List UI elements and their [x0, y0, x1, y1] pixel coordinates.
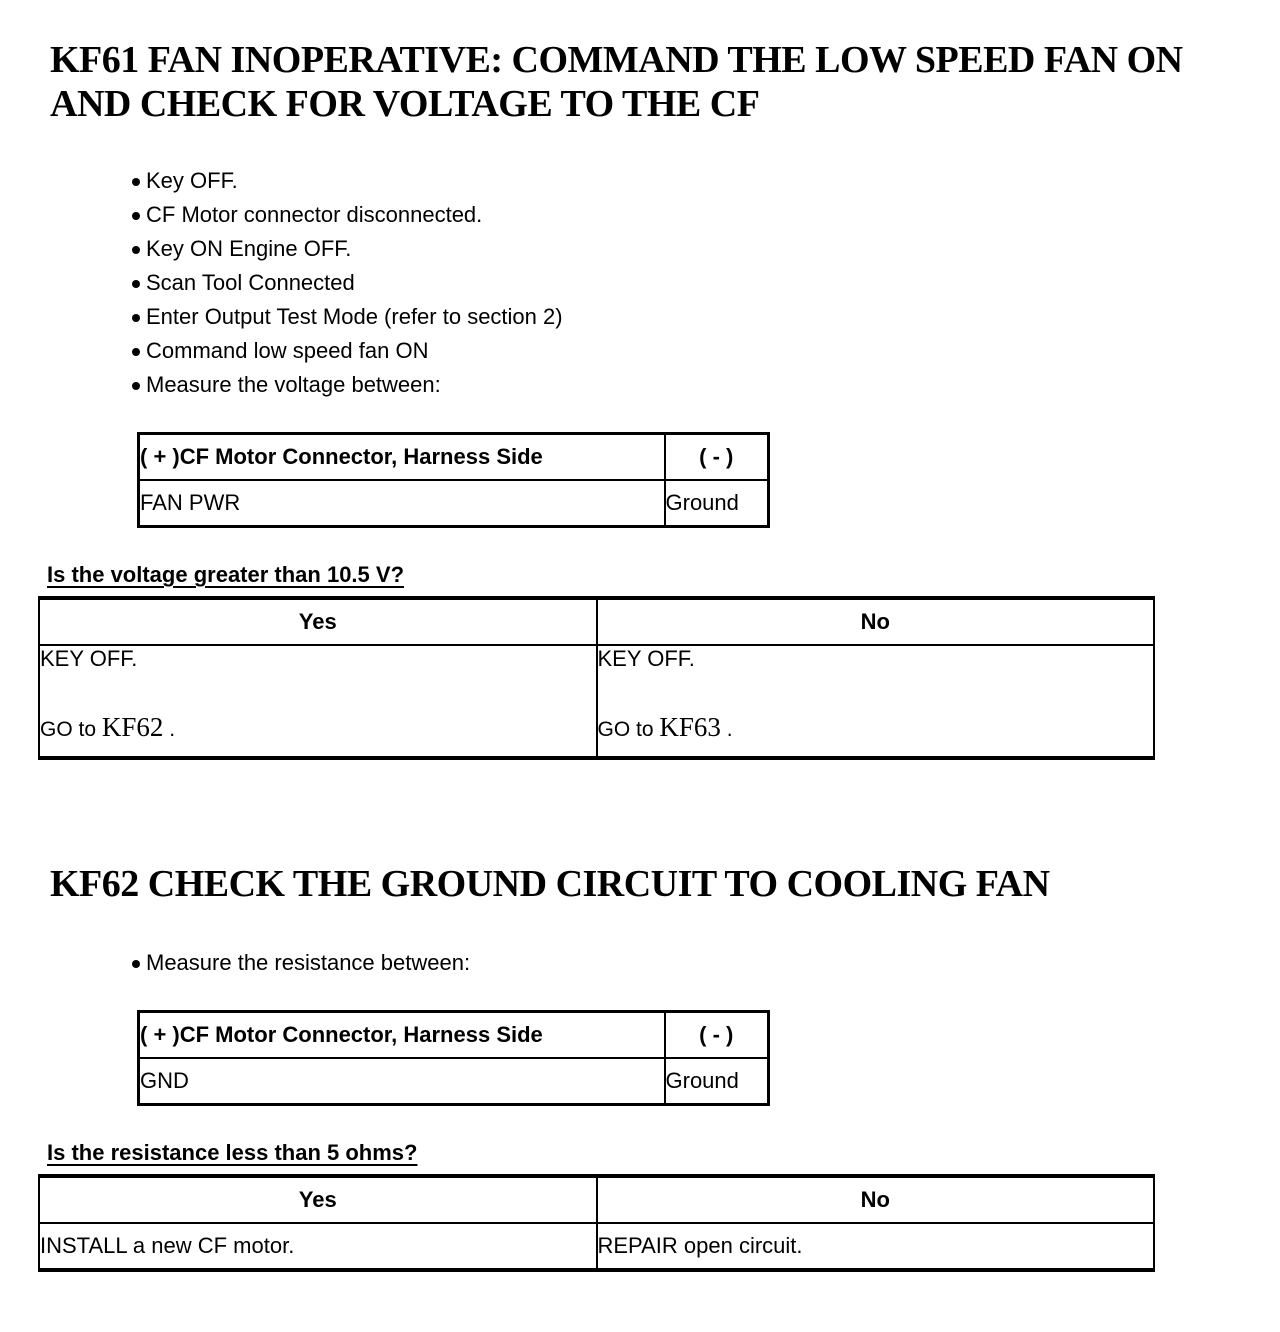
list-item: CF Motor connector disconnected. — [132, 198, 563, 232]
decision-cell-no — [597, 645, 1155, 758]
table-row — [139, 434, 769, 481]
no-step-text: KEY OFF. — [597, 646, 695, 671]
decision-cell-yes: INSTALL a new CF motor. — [39, 1223, 597, 1270]
measure-header-plus: ( + )CF Motor Connector, Harness Side — [139, 434, 665, 481]
table-row — [139, 1012, 769, 1059]
section-kf61-title — [50, 38, 1183, 126]
decision-header-no: No — [597, 1176, 1155, 1223]
table-row — [39, 1223, 1154, 1270]
kf61-prerequisites-list — [132, 164, 563, 402]
measure-cell-plus: FAN PWR — [139, 480, 665, 527]
section-kf61-title-line1: KF61 FAN INOPERATIVE: COMMAND THE LOW SPEED FAN ON — [50, 39, 1183, 81]
decision-header-yes: Yes — [39, 1176, 597, 1223]
kf62-prerequisites-list — [132, 946, 470, 980]
measure-cell-plus: GND — [139, 1058, 665, 1105]
kf62-measurement-table — [137, 1010, 770, 1106]
kf61-question: Is the voltage greater than 10.5 V? — [47, 562, 405, 587]
goto-ref-kf62[interactable]: KF62 — [101, 712, 164, 742]
kf61-decision-table — [38, 596, 1155, 760]
measure-header-minus: ( - ) — [665, 1012, 769, 1059]
list-item: Measure the resistance between: — [132, 946, 470, 980]
yes-step-text: KEY OFF. — [40, 646, 138, 671]
section-kf62-title: KF62 CHECK THE GROUND CIRCUIT TO COOLING FAN — [50, 863, 1050, 905]
measure-cell-minus: Ground — [665, 480, 769, 527]
section-kf61-title-line2: AND CHECK FOR VOLTAGE TO THE CF — [50, 83, 760, 125]
table-row — [139, 480, 769, 527]
list-item: Measure the voltage between: — [132, 368, 563, 402]
list-item: Enter Output Test Mode (refer to section 2) — [132, 300, 563, 334]
goto-suffix: . — [720, 718, 733, 741]
goto-prefix: GO to — [597, 718, 660, 741]
list-item: Command low speed fan ON — [132, 334, 563, 368]
decision-cell-yes — [39, 645, 597, 758]
table-row — [139, 1058, 769, 1105]
no-goto-line — [598, 714, 1154, 742]
kf62-decision-table — [38, 1174, 1155, 1272]
measure-header-minus: ( - ) — [665, 434, 769, 481]
goto-prefix: GO to — [40, 718, 102, 741]
list-item: Scan Tool Connected — [132, 266, 563, 300]
measure-cell-minus: Ground — [665, 1058, 769, 1105]
goto-ref-kf63[interactable]: KF63 — [659, 712, 721, 742]
table-row — [39, 598, 1154, 645]
kf61-measurement-table — [137, 432, 770, 528]
list-item: Key OFF. — [132, 164, 563, 198]
decision-header-yes: Yes — [39, 598, 597, 645]
goto-suffix: . — [163, 718, 176, 741]
table-row — [39, 1176, 1154, 1223]
decision-cell-no: REPAIR open circuit. — [597, 1223, 1155, 1270]
measure-header-plus: ( + )CF Motor Connector, Harness Side — [139, 1012, 665, 1059]
kf62-question: Is the resistance less than 5 ohms? — [47, 1140, 418, 1165]
yes-goto-line — [40, 714, 596, 742]
table-row — [39, 645, 1154, 758]
list-item: Key ON Engine OFF. — [132, 232, 563, 266]
decision-header-no: No — [597, 598, 1155, 645]
